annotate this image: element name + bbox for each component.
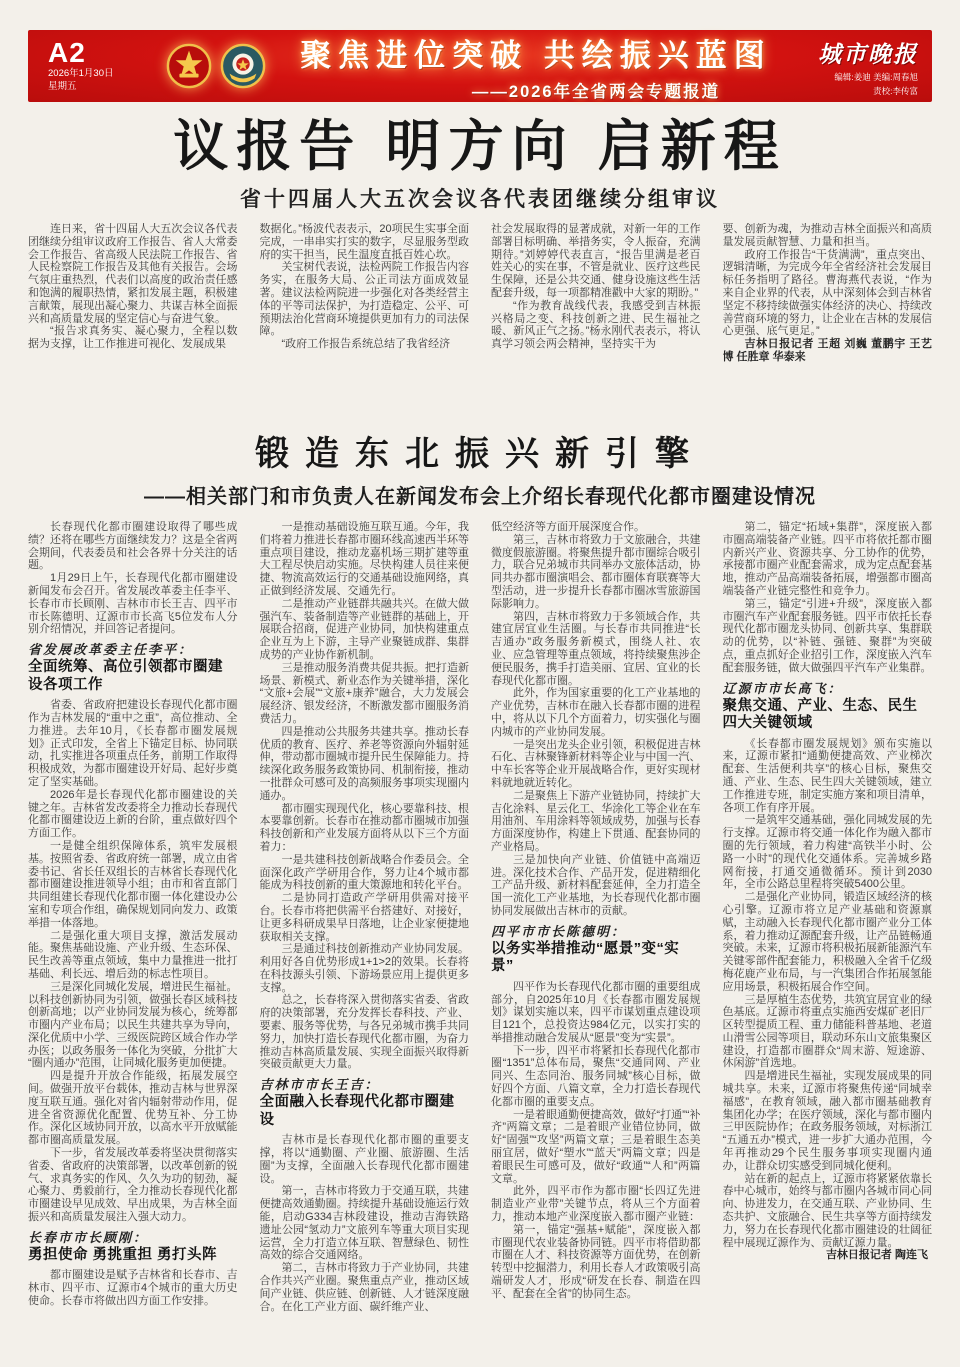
- article1-column-1: [28, 223, 238, 419]
- paragraph: 四是提升开放合作能级，拓展发展空间。做强开放平台载体，推动吉林与世界深度互联互通。强化对省内辐射带动作用，促进全省资源优化配置、优势互补、分工协作。深化区域协同开放，以高水平开放赋能都市圈高质量发展。: [28, 1070, 238, 1147]
- speaker-heading: 辽源市市长高飞：: [722, 680, 843, 696]
- national-emblem-icon: [166, 43, 212, 89]
- paragraph: 社会发展取得的显著成就，对新一年的工作部署目标明确、举措务实，令人振奋，充满期待。”刘婷婷代表直言，“报告里满是老百姓关心的实在事，不管是就业、医疗这些民生保障，还是公共交通、健身设施这些生活配套升级，每一项都精准戳中大家的期盼。”: [491, 223, 701, 299]
- article2-headline: 锻造东北振兴新引擎: [255, 435, 705, 473]
- paragraph: 省委、省政府把建设长春现代化都市圈作为吉林发展的“重中之重”，高位推动、全力推进。去年10月，《长春都市圈发展规划》正式印发，全省上下锚定目标、协同联动，扎实推进各项重点任务，前期工作取得积极成效，为都市圈建设开好局、起好步奠定了坚实基础。: [28, 699, 238, 788]
- paragraph: 2026年是长春现代化都市圈建设的关键之年。吉林省发改委将全力推动长春现代化都市圈建设迈上新的台阶，重点做好四个方面工作。: [28, 788, 238, 840]
- paragraph: 连日来，省十四届人大五次会议各代表团继续分组审议政府工作报告、省人大常委会工作报告、省高级人民法院工作报告、省人民检察院工作报告及其他有关报告。会场气氛庄重热烈，代表们以高度的政治责任感和饱满的履职热情，紧扣发展主题，积极建言献策，展现出凝心聚力、共谋吉林全面振兴和高质量发展的坚定信心与奋进气象。: [28, 223, 238, 325]
- issue-weekday: 星期五: [48, 81, 77, 92]
- paragraph: 二是强化产业协同，锻造区域经济的核心引擎。辽源市将立足产业基础和资源禀赋，主动融入长春现代化都市圈产业分工体系，着力推动辽源配套升级，让产品链畅通突破。未来，辽源市将积极拓展新能源汽车关键零部件配套能力，积极融入全省千亿级梅花鹿产业布局，与一汽集团合作拓展氢能应用场景，积极拓展合作空间。: [722, 891, 932, 993]
- paragraph: 关宝树代表说，法检两院工作报告内容务实，在服务大局、公正司法方面成效显著。建议法检两院进一步强化对各类经营主体的平等司法保护，为打造稳定、公平、可预期法治化营商环境提供更加有力的司法保障。: [259, 261, 469, 338]
- paragraph: 要、创新为魂，为推动吉林全面振兴和高质量发展贡献智慧、力量和担当。: [722, 223, 932, 248]
- paragraph: 三是推动服务消费共促共振。把打造新场景、新模式、新业态作为关键举措，深化“文旅+会展”“文旅+康养”融合，大力发展会展经济、银发经济，不断激发都市圈服务消费活力。: [259, 661, 469, 725]
- speaker-heading: 吉林市市长王吉：: [259, 1077, 380, 1093]
- banner-subtitle: ——2026年全省两会专题报道: [471, 83, 721, 101]
- paragraph: 吉林市是长春现代化都市圈的重要支撑，将以“通勤圈、产业圈、旅游圈、生活圈”为支撑，全面融入长春现代化都市圈建设。: [259, 1134, 469, 1185]
- paragraph: 第一，吉林市将致力于交通互联，共建便捷高效通勤圈。持续提升基础设施运行效能，启动G334吉林段建设，推动吉海铁路遗址公园“氢动力”文旅列车等重大项目实现运营，全力打造立体互联、智慧绿色、韧性高效的综合交通网络。: [259, 1185, 469, 1262]
- section-subhead: 勇担使命 勇挑重担 勇打头阵: [28, 1246, 218, 1263]
- page-number: A2: [48, 37, 86, 68]
- article1-body: [28, 223, 932, 419]
- paragraph: 第一，锚定“强基+赋能”，深度嵌入都市圈现代农业装备协同链。四平市将借助都市圈在人才、科技资源等方面优势，在创新转型中挖掘潜力，利用长春人才政策吸引高端研发人才，形成“研发在长春、制造在四平、配套在全省”的协同生态。: [491, 1223, 701, 1300]
- article1-column-2: [260, 223, 470, 419]
- paragraph: 一是推动基础设施互联互通。今年，我们将着力推进长春都市圈环线高速西半环等重点项目建设，推动龙嘉机场三期扩建等重大工程尽快启动实施。尽快构建人员往来便捷、物流高效运行的交通基础设施网络，真正做到经济发展、交通先行。: [259, 521, 469, 597]
- masthead-emblems: [166, 43, 266, 89]
- article1-subtitle: 省十四届人大五次会议各代表团继续分组审议: [240, 188, 720, 211]
- editors-line-1: 编辑:姜迪 美编:周春旭: [834, 71, 918, 82]
- article2-column-3: [491, 521, 701, 1367]
- article1-headline: 议报告 明方向 启新程: [173, 115, 787, 177]
- paragraph: 一是突出龙头企业引领，积极促进吉林石化、吉林聚锋新材料等企业与中国一汽、中车长客等企业开展战略合作，更好实现材料就地就近转化。: [491, 738, 701, 789]
- article2-column-4: [723, 521, 933, 1367]
- paragraph: 二是聚焦上下游产业链协同，持续扩大吉化涂料、星云化工、华涂化工等企业在车用油剂、车用涂料等领域成势，加强与长春方面深度协作，构建上下贯通、配套协同的产业格局。: [491, 789, 701, 853]
- paragraph: 一是健全组织保障体系，筑牢发展根基。按照省委、省政府统一部署，成立由省委书记、省长任双组长的吉林省长春现代化都市圈建设推进领导小组；由市和省直部门共同组建长春现代化都市圈一体化建设办公室和专项合作组，确保规划同向发力、政策举措一体落地。: [28, 839, 238, 929]
- paragraph: 二是协同打造政产学研用供需对接平台。长春市将把供需平台搭建好、对接好，让更多科研成果早日落地，让企业家便捷地获取相关支撑。: [259, 892, 469, 943]
- article2-body: [28, 521, 932, 1367]
- section-subhead: 聚焦交通、产业、生态、民生四大关键领域: [722, 697, 918, 732]
- paragraph: 都市圈实现现代化，核心要靠科技、根本要靠创新。长春市在推动都市圈城市加强科技创新和产业发展方面将从以下三个方面着力：: [259, 802, 469, 853]
- paragraph: 下一步，四平市将紧扣长春现代化都市圈“1351”总体布局，聚焦“交通同网、产业同兴、生态同治、服务同城”核心目标，做好四个方面、八篇文章，全力打造长春现代化都市圈的重要支点。: [491, 1044, 701, 1108]
- speaker-heading: 四平市市长陈德明：: [491, 923, 627, 939]
- paragraph: 站在新的起点上，辽源市将紧紧依靠长春中心城市，始终与都市圈内各城市同心同向、协进发力，在交通互联、产业协同、生态共护、文旅融合、民生共享等方面持续发力，努力在长春现代化都市圈建设的壮阔征程中展现辽源作为、贡献辽源力量。: [722, 1172, 932, 1249]
- paragraph: 三是厚植生态优势，共筑宜居宜业的绿色基底。辽源市将重点实施西安煤矿老旧厂区转型提质工程、重力储能科普基地、老道山滑雪公园等项目，联动环东山文旅集聚区建设，打造都市圈群众“周末游、短途游、休闲游”首选地。: [722, 993, 932, 1070]
- banner-title: 聚焦进位突破 共绘振兴蓝图: [300, 38, 772, 73]
- paragraph: 二是推动产业链群共融共兴。在做大做强汽车、装备制造等产业链群的基础上，开展联合招商，促进产业协同，加快构建重点企业互为上下游，主导产业聚链成群、集群成势的产业协作新机制。: [259, 597, 469, 661]
- speaker-heading: 省发展改革委主任李平：: [28, 642, 194, 658]
- article2-column-1: [28, 521, 238, 1367]
- byline: 吉林日报记者 王超 刘巍 董鹏宇 王艺博 任胜章 华泰来: [722, 338, 932, 363]
- masthead-center: [282, 30, 790, 102]
- paragraph: 此外，四平市作为都市圈“长四辽先进制造业产业带”关键节点，将从三个方面着力，推动本地产业深度嵌入都市圈产业链：: [491, 1185, 701, 1224]
- article2-headline-block: [28, 435, 932, 509]
- masthead-left: [48, 39, 166, 93]
- paragraph: 三是深化同城化发展，增进民生福祉。以科技创新协同为引领，做强长春区域科技创新高地；以产业协同发展为核心，统筹都市圈内产业布局；以民生共建共享为导向，深化优质中小学、三级医院跨区域合作办学办医；以政务服务一体化为突破，分批扩大“圈内通办”范围，让同城化服务更加便捷。: [28, 980, 238, 1070]
- paragraph: “政府工作报告系统总结了我省经济: [281, 338, 451, 351]
- paragraph: 此外，作为国家重要的化工产业基地的产业优势，吉林市在融入长春都市圈的进程中，将从以下几个方面着力，切实强化与圈内城市的产业协同发展。: [491, 687, 701, 738]
- paragraph: 下一步，省发展改革委将坚决贯彻落实省委、省政府的决策部署，以改革创新的锐气、求真务实的作风、久久为功的韧劲，凝心聚力、勇毅前行，全力推动长春现代化都市圈建设早见成效、早出成果，为吉林全面振兴和高质量发展注入强大动力。: [28, 1147, 238, 1224]
- article2-column-2: [260, 521, 470, 1367]
- section-subhead: 全面统筹、高位引领都市圈建设各项工作: [28, 659, 223, 693]
- article1-column-3: [491, 223, 701, 419]
- paragraph: 1月29日上午，长春现代化都市圈建设新闻发布会召开。省发展改革委主任李平、长春市市长顾刚、吉林市市长王吉、四平市市长陈德明、辽源市市长高飞5位发布人分别介绍情况，并回答记者提问。: [28, 572, 238, 636]
- speaker-heading: 长春市市长顾刚：: [28, 1229, 149, 1245]
- paragraph: “报告求真务实、凝心聚力，全程以数据为支撑，让工作推进可视化、发展成果: [28, 325, 238, 351]
- editors-line-2: 责校:李传富: [873, 85, 918, 96]
- masthead-right: [790, 36, 918, 97]
- paragraph: 数据化。”杨波代表表示，20项民生实事全面完成，一串串实打实的数字，尽显服务型政府的实干担当，民生温度直抵百姓心坎。: [259, 223, 469, 261]
- paragraph: 一是共建科技创新战略合作委员会。全面深化政产学研用合作，努力让4个城市都能成为科技创新的重大策源地和转化平台。: [259, 853, 469, 892]
- paragraph: 三是通过科技创新推动产业协同发展。利用好各自优势形成1+1>2的效果。长春将在科技源头引领、下游场景应用上提供更多支撑。: [259, 943, 469, 994]
- paragraph: 第三，锚定“引进+升级”，深度嵌入都市圈汽车产业配套服务链。四平市依托长春现代化都市圈龙头协同、创新共享、集群联动的优势，以“补链、强链、聚群”为突破点，重点抓好企业招引工作，深度嵌入汽车配套服务链，做大做强四平汽车产业集群。: [722, 597, 932, 674]
- newspaper-logo: 城市晚报: [818, 41, 918, 67]
- paragraph: 四平作为长春现代化都市圈的重要组成部分，自2025年10月《长春都市圈发展规划》谋划实施以来，四平市谋划重点建设项目121个，总投资达984亿元，以实打实的举措推动融合发展从“愿景”变为“实景”。: [491, 980, 701, 1044]
- issue-date: 2026年1月30日: [48, 68, 114, 79]
- paragraph: 三是加快向产业链、价值链中高端迈进。深化技术合作、产品开发，促进精细化工产品升级、新材料配套延伸，全力打造全国一流化工产业基地，为长春现代化都市圈协同发展做出吉林市的贡献。: [491, 853, 701, 917]
- paragraph: 第四，吉林市将致力于多领域合作，共建宜居宜业生活圈。与长春市共同推进“长吉通办”政务服务新模式，围绕人社、农业、应急管理等重点领域，将持续聚焦涉企便民服务，携手打造美丽、宜居、宜业的长春现代化都市圈。: [491, 610, 701, 687]
- paragraph: 一是着眼通勤便捷高效，做好“打通”“补齐”两篇文章；二是着眼产业错位协同，做好“固强”“攻坚”两篇文章；三是着眼生态美丽宜居，做好“塑水”“蓝天”两篇文章；四是着眼民生可感可及，做好“政通”“人和”两篇文章。: [491, 1108, 701, 1185]
- paragraph: 二是强化重大项目支撑，激活发展动能。聚焦基础设施、产业升级、生态环保、民生改善等重点领域，集中力量推进一批打基础、利长远、增后劲的标志性项目。: [28, 929, 238, 980]
- masthead-banner: [28, 30, 932, 102]
- cppcc-emblem-icon: [220, 43, 266, 89]
- paragraph: 《长春都市圈发展规划》颁布实施以来，辽源市紧扣“通勤便捷高效、产业梯次配套、生活便利共享”的核心目标，聚焦交通、产业、生态、民生四大关键领域，建立工作推进专班，制定实施方案和项目清单，各项工作有序开展。: [722, 737, 932, 814]
- article1-column-4: [723, 223, 933, 419]
- paragraph: 都市圈建设是赋予吉林省和长春市、吉林市、四平市、辽源市4个城市的重大历史使命。长春市将做出四方面工作安排。: [28, 1269, 238, 1307]
- paragraph: 第二，锚定“拓域+集群”，深度嵌入都市圈高端装备产业链。四平市将依托都市圈内新兴产业、资源共享、分工协作的优势，承接都市圈产业配套需求，成为定点配套基地，推动产品高端装备拓展，增强都市圈高端装备产业链完整性和竞争力。: [722, 521, 932, 597]
- paragraph: 长春现代化都市圈建设取得了哪些成绩？还将在哪些方面继续发力？这是全省两会期间，代表委员和社会各界十分关注的话题。: [28, 521, 238, 572]
- paragraph: “作为教育战线代表，我感受到吉林振兴格局之变、科技创新之进、民生福祉之暖、新风正气之扬。”杨永刚代表表示，将认真学习领会两会精神，坚持实干为: [491, 299, 701, 351]
- byline: 吉林日报记者 陶连飞: [825, 1249, 928, 1262]
- section-subhead: 全面融入长春现代化都市圈建设: [259, 1094, 455, 1128]
- paragraph: 四是增进民生福祉，实现发展成果的同城共享。未来，辽源市将聚焦传递“同城幸福感”，在教育领域，融入都市圈基础教育集团化办学；在医疗领域，深化与都市圈内三甲医院协作；在政务服务领域，对标浙江“五通五办”模式，进一步扩大通办范围，今年再推动29个民生服务事项实现圈内通办，让群众切实感受到同城化便利。: [722, 1070, 932, 1172]
- article1-headline-block: [28, 116, 932, 213]
- section-subhead: 以务实举措推动“愿景”变“实景”: [491, 940, 680, 975]
- paragraph: 第三，吉林市将致力于文旅融合，共建微度假旅游圈。将聚焦提升都市圈综合吸引力，联合兄弟城市共同举办文旅体活动，协同共办都市圈演唱会、都市圈体育联赛等大型活动，进一步提升长春都市圈冰雪旅游国际影响力。: [491, 533, 701, 610]
- article2-subtitle: ——相关部门和市负责人在新闻发布会上介绍长春现代化都市圈建设情况: [144, 486, 816, 508]
- paragraph: 低空经济等方面开展深度合作。: [491, 521, 645, 533]
- paragraph: 第二，吉林市将致力于产业协同，共建合作共兴产业圈。聚焦重点产业，推动区域间产业链、供应链、创新链、人才链深度融合。在化工产业方面、碳纤维产业、: [259, 1262, 469, 1313]
- paragraph: 总之，长春将深入贯彻落实省委、省政府的决策部署，充分发挥长春科技、产业、要素、服务等优势，与各兄弟城市携手共同努力，加快打造长春现代化都市圈，为奋力推动吉林高质量发展、实现全面振兴取得新突破贡献更大力量。: [259, 994, 469, 1071]
- paragraph: 一是筑牢交通基础，强化同城发展的先行支撑。辽源市将交通一体化作为融入都市圈的先行领域，着力构建“高铁半小时、公路一小时”的现代化交通体系。完善城乡路网衔接，打通交通微循环。预计到2030年，全市公路总里程将突破5400公里。: [722, 814, 932, 891]
- paragraph: 四是推动公共服务共建共享。推动长春优质的教育、医疗、养老等资源向外辐射延伸，带动都市圈城市提升民生保障能力。持续深化政务服务政策协同、机制衔接，推动一批群众可感可及的高频服务事项实现圈内通办。: [259, 725, 469, 802]
- paragraph: 政府工作报告“干货满满”，重点突出、逻辑清晰，为完成今年全省经济社会发展目标任务指明了路径。曹海燕代表说，“作为来自企业界的代表，从中深刻体会到吉林省坚定不移持续做强实体经济的决心、持续改善营商环境的努力，让企业在吉林的发展信心更强、底气更足。”: [722, 248, 932, 338]
